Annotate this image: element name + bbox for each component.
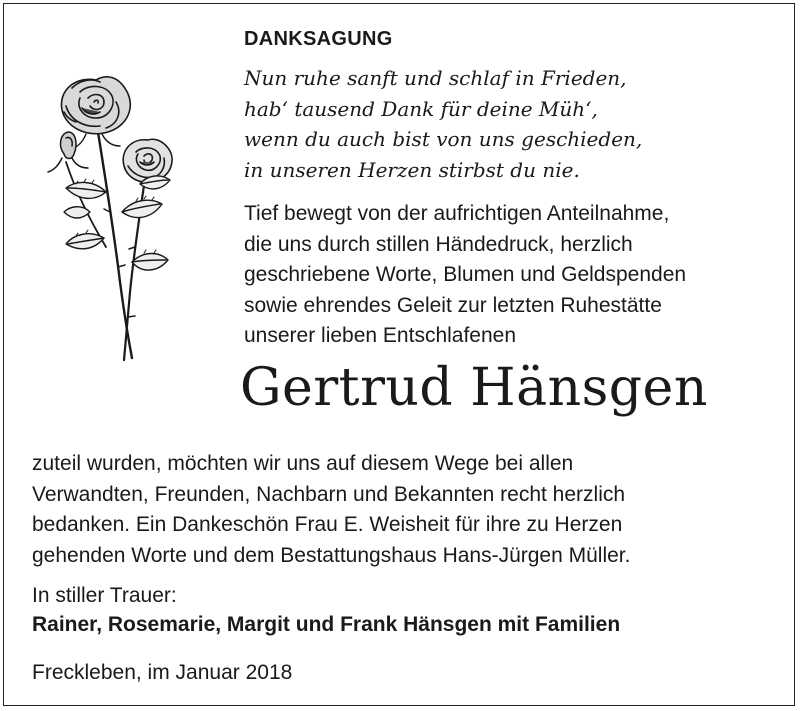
- thanks-paragraph: [32, 449, 630, 571]
- place-and-date: Freckleben, im Januar 2018: [32, 661, 293, 684]
- memorial-poem: [244, 63, 642, 185]
- family-names: Rainer, Rosemarie, Margit und Frank Hänsgen mit Familien: [32, 613, 621, 636]
- rose-illustration: [36, 62, 196, 362]
- intro-paragraph: [244, 199, 686, 352]
- intro-line: Tief bewegt von der aufrichtigen Anteilnahme,: [244, 202, 670, 225]
- thanks-line: Verwandten, Freunden, Nachbarn und Bekannten recht herzlich: [32, 482, 626, 506]
- intro-line: sowie ehrendes Geleit zur letzten Ruhestätte: [244, 293, 662, 317]
- poem-line: Nun ruhe sanft und schlaf in Frieden,: [244, 66, 627, 90]
- mourning-label: In stiller Trauer:: [32, 584, 177, 607]
- notice-heading: DANKSAGUNG: [244, 28, 393, 50]
- poem-line: in unseren Herzen stirbst du nie.: [244, 157, 580, 182]
- poem-line: wenn du auch bist von uns geschieden,: [244, 127, 643, 151]
- thanks-line: zuteil wurden, möchten wir uns auf diesem Wege bei allen: [32, 452, 574, 475]
- intro-line: unserer lieben Entschlafenen: [244, 324, 517, 347]
- deceased-name: Gertrud Hänsgen: [240, 358, 708, 418]
- thanks-line: gehenden Worte und dem Bestattungshaus Hans-Jürgen Müller.: [32, 543, 631, 567]
- intro-line: geschriebene Worte, Blumen und Geldspenden: [244, 263, 687, 286]
- thanks-line: bedanken. Ein Dankeschön Frau E. Weisheit für ihre zu Herzen: [32, 513, 623, 536]
- poem-line: hab‘ tausend Dank für deine Müh‘,: [244, 96, 598, 121]
- intro-line: die uns durch stillen Händedruck, herzlich: [244, 232, 633, 256]
